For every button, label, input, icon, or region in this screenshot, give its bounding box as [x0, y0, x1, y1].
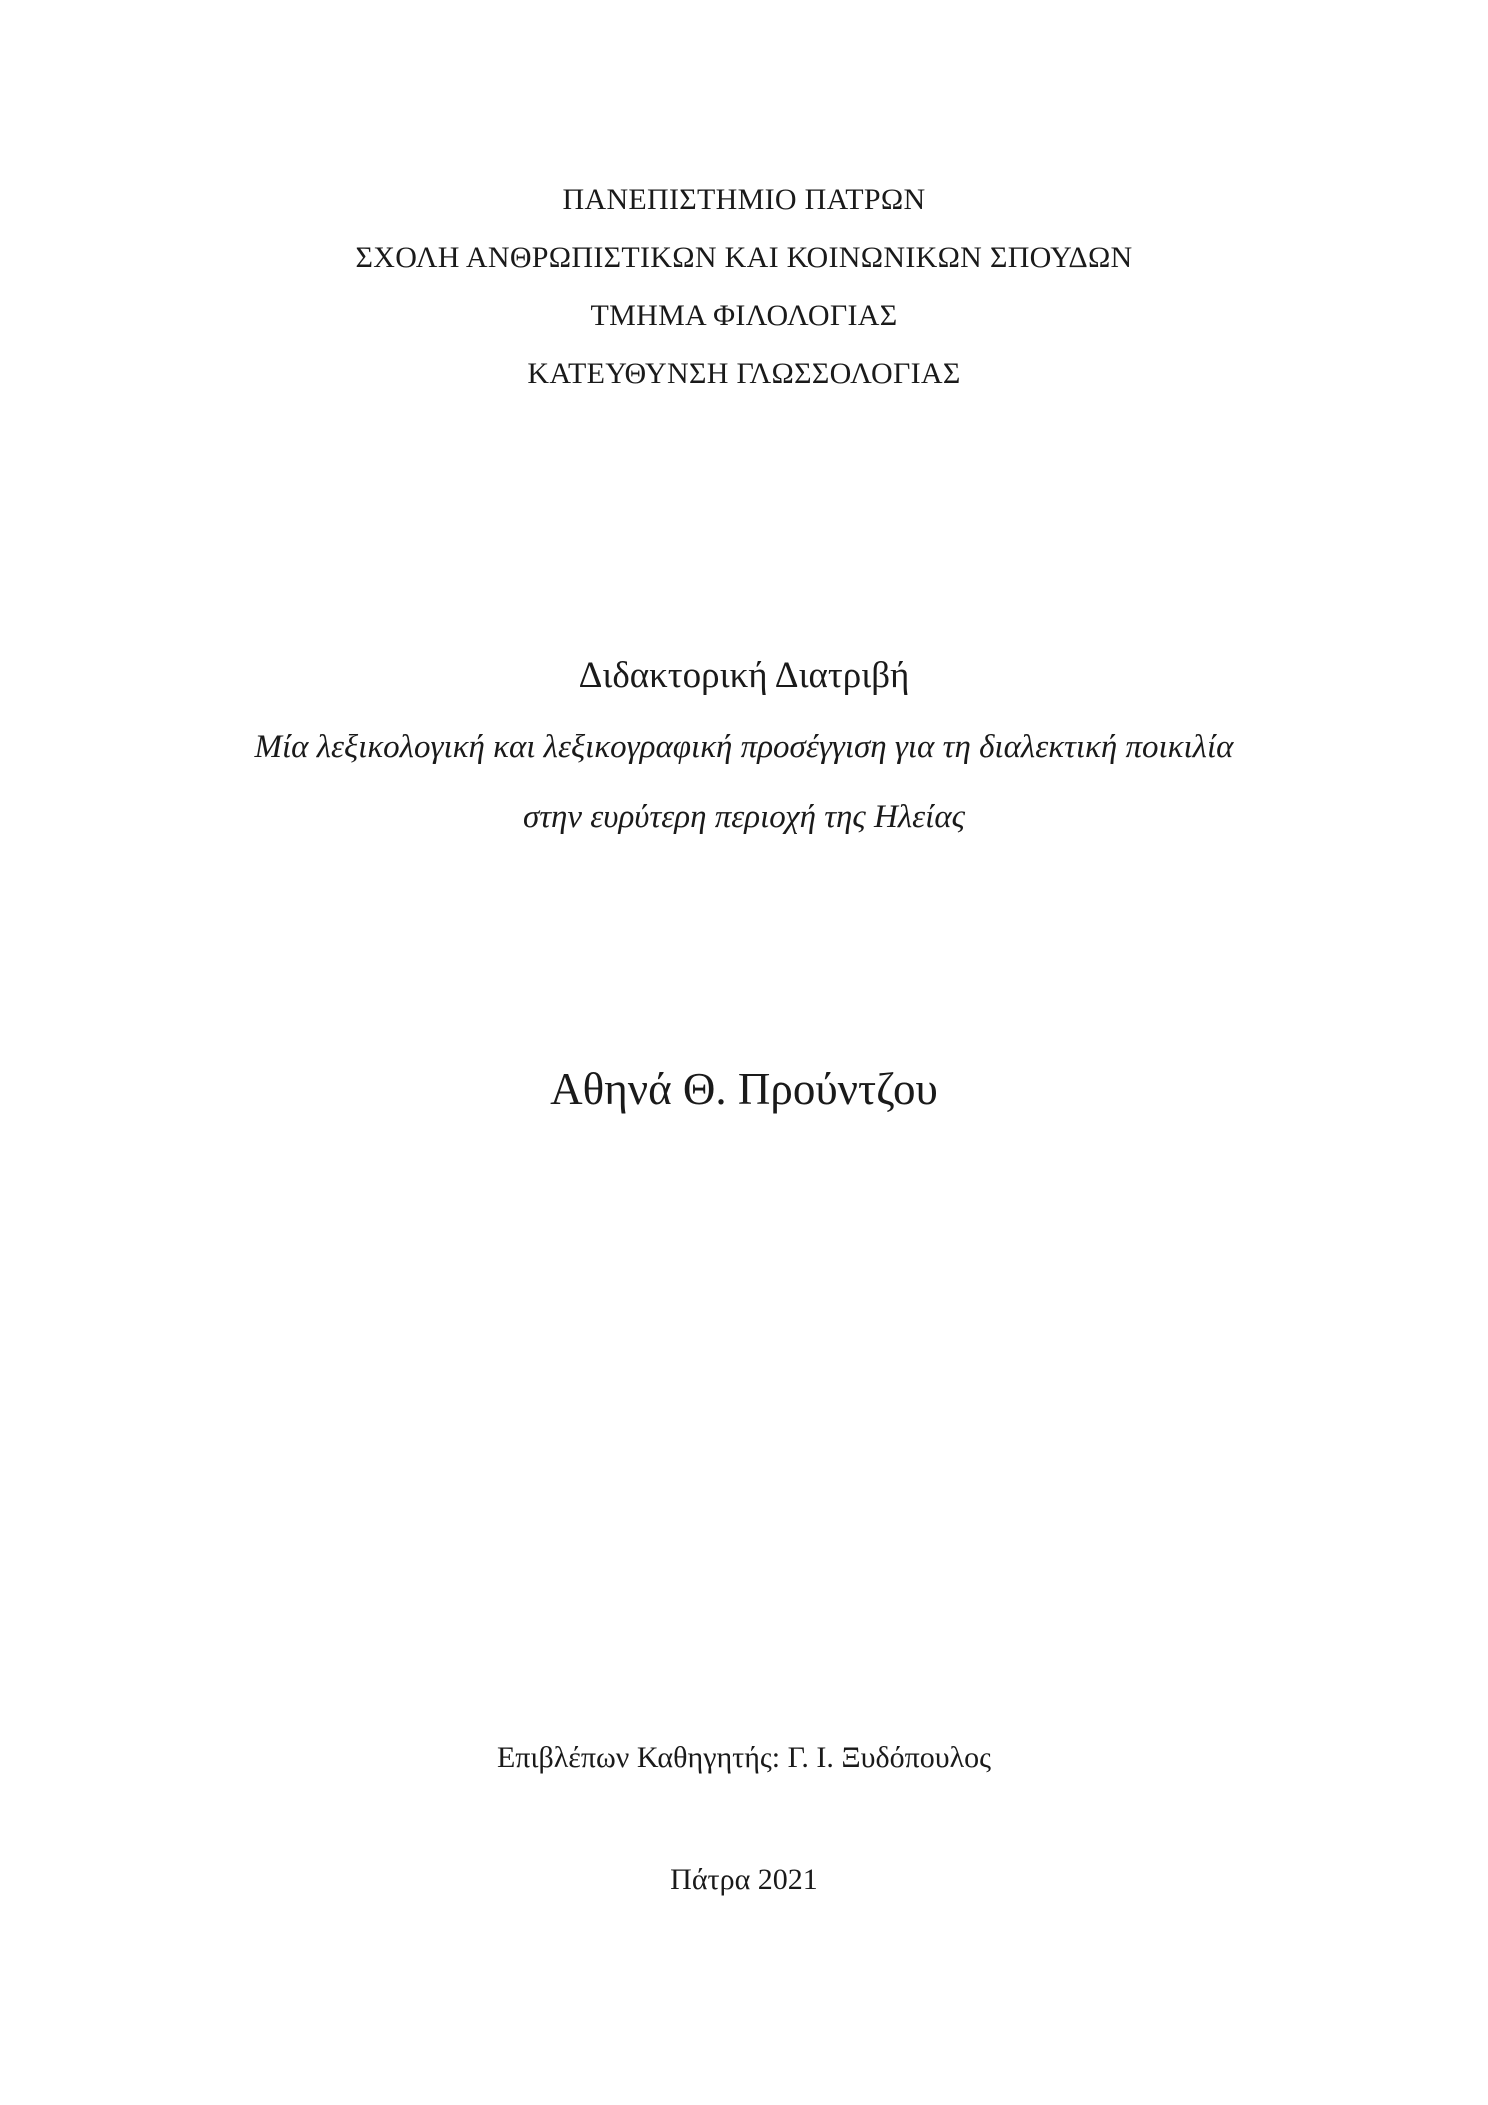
track-name: ΚΑΤΕΥΘΥΝΣΗ ΓΛΩΣΣΟΛΟΓΙΑΣ [527, 357, 961, 390]
document-type: Διδακτορική Διατριβή [578, 655, 910, 696]
university-name: ΠΑΝΕΠΙΣΤΗΜΙΟ ΠΑΤΡΩΝ [562, 183, 926, 216]
thesis-title-line-2: στην ευρύτερη περιοχή της Ηλείας [522, 799, 966, 835]
author-name: Αθηνά Θ. Προύντζου [550, 1064, 938, 1114]
school-name: ΣΧΟΛΗ ΑΝΘΡΩΠΙΣΤΙΚΩΝ ΚΑΙ ΚΟΙΝΩΝΙΚΩΝ ΣΠΟΥΔΩΝ [355, 241, 1133, 274]
place-date: Πάτρα 2021 [670, 1863, 818, 1896]
thesis-title-line-1: Μία λεξικολογική και λεξικογραφική προσέγγιση για τη διαλεκτική ποικιλία [254, 729, 1234, 765]
department-name: ΤΜΗΜΑ ΦΙΛΟΛΟΓΙΑΣ [590, 299, 898, 332]
supervisor: Επιβλέπων Καθηγητής: Γ. Ι. Ξυδόπουλος [496, 1741, 992, 1774]
